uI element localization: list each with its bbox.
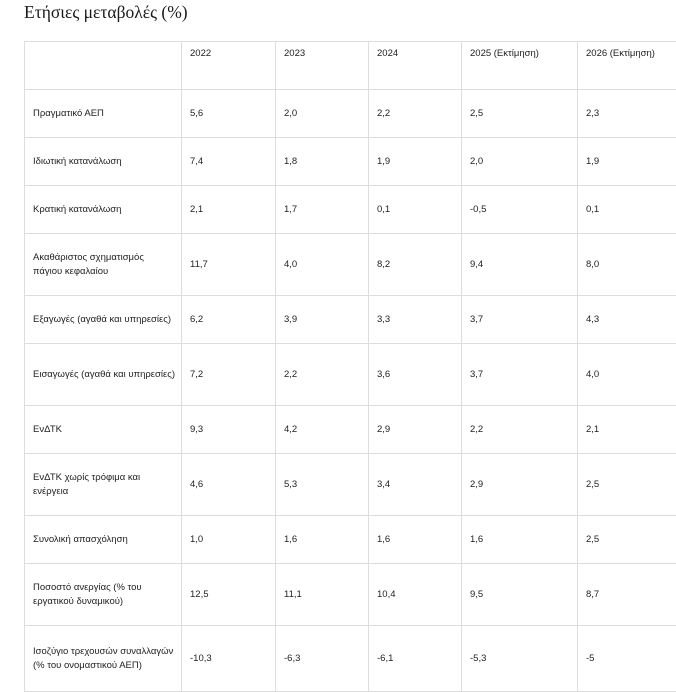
table-cell: 3,6 — [369, 344, 462, 406]
table-cell: 2,5 — [462, 90, 578, 138]
row-label: Ισοζύγιο τρεχουσών συναλλαγών (% του ονομαστικού ΑΕΠ) — [25, 626, 182, 692]
table-cell: 2,2 — [276, 344, 369, 406]
table-cell: 1,0 — [182, 516, 276, 564]
row-label: Ιδιωτική κατανάλωση — [25, 138, 182, 186]
table-row — [25, 90, 676, 138]
table-row — [25, 138, 676, 186]
table-row — [25, 234, 676, 296]
table-cell: 11,1 — [276, 564, 369, 626]
table-cell: 2,9 — [369, 406, 462, 454]
table-cell: 1,7 — [276, 186, 369, 234]
table-cell: 9,5 — [462, 564, 578, 626]
table-cell: 4,0 — [276, 234, 369, 296]
table-cell: 1,6 — [276, 516, 369, 564]
table-cell: 0,1 — [369, 186, 462, 234]
header-cell: 2022 — [182, 42, 276, 90]
row-label: Εξαγωγές (αγαθά και υπηρεσίες) — [25, 296, 182, 344]
table-cell: 2,2 — [369, 90, 462, 138]
table-cell: 4,0 — [578, 344, 676, 406]
table-cell: 3,3 — [369, 296, 462, 344]
table-cell: 2,5 — [578, 454, 676, 516]
table-cell: 1,6 — [462, 516, 578, 564]
table-cell: -6,3 — [276, 626, 369, 692]
table-cell: 12,5 — [182, 564, 276, 626]
table-cell: 2,1 — [182, 186, 276, 234]
table-cell: 9,3 — [182, 406, 276, 454]
table-cell: 2,9 — [462, 454, 578, 516]
table-cell: 4,3 — [578, 296, 676, 344]
row-label: ΕνΔΤΚ — [25, 406, 182, 454]
table-cell: 3,9 — [276, 296, 369, 344]
table-cell: 3,4 — [369, 454, 462, 516]
table-row — [25, 564, 676, 626]
table-cell: 1,9 — [369, 138, 462, 186]
row-label: Κρατική κατανάλωση — [25, 186, 182, 234]
table-row — [25, 186, 676, 234]
table-cell: 2,5 — [578, 516, 676, 564]
row-label: Εισαγωγές (αγαθά και υπηρεσίες) — [25, 344, 182, 406]
header-cell: 2025 (Εκτίμηση) — [462, 42, 578, 90]
data-table — [24, 41, 676, 692]
table-cell: 1,6 — [369, 516, 462, 564]
table-cell: 6,2 — [182, 296, 276, 344]
table-cell: 3,7 — [462, 344, 578, 406]
table-cell: -6,1 — [369, 626, 462, 692]
table-cell: 1,9 — [578, 138, 676, 186]
table-cell: -5,3 — [462, 626, 578, 692]
header-cell: 2026 (Εκτίμηση) — [578, 42, 676, 90]
table-cell: 1,8 — [276, 138, 369, 186]
table-cell: 4,6 — [182, 454, 276, 516]
table-cell: 3,7 — [462, 296, 578, 344]
table-row — [25, 406, 676, 454]
table-cell: 9,4 — [462, 234, 578, 296]
row-label: Πραγματικό ΑΕΠ — [25, 90, 182, 138]
header-cell: 2024 — [369, 42, 462, 90]
table-cell: 7,2 — [182, 344, 276, 406]
page-title: Ετήσιες μεταβολές (%) — [24, 2, 188, 23]
table-row — [25, 454, 676, 516]
table-cell: 11,7 — [182, 234, 276, 296]
table-cell: 5,6 — [182, 90, 276, 138]
table-cell: -0,5 — [462, 186, 578, 234]
table-row — [25, 296, 676, 344]
table-cell: 2,2 — [462, 406, 578, 454]
row-label: Ακαθάριστος σχηματισμός πάγιου κεφαλαίου — [25, 234, 182, 296]
table-cell: 2,1 — [578, 406, 676, 454]
table-header-row — [25, 42, 676, 90]
row-label: Ποσοστό ανεργίας (% του εργατικού δυναμικού) — [25, 564, 182, 626]
table-row — [25, 626, 676, 692]
table-cell: 0,1 — [578, 186, 676, 234]
header-cell — [25, 42, 182, 90]
table-cell: 7,4 — [182, 138, 276, 186]
table-cell: 5,3 — [276, 454, 369, 516]
table-cell: 8,7 — [578, 564, 676, 626]
table-cell: -5 — [578, 626, 676, 692]
table-cell: 2,0 — [462, 138, 578, 186]
table-row — [25, 516, 676, 564]
table-cell: 2,3 — [578, 90, 676, 138]
row-label: Συνολική απασχόληση — [25, 516, 182, 564]
row-label: ΕνΔΤΚ χωρίς τρόφιμα και ενέργεια — [25, 454, 182, 516]
table-cell: -10,3 — [182, 626, 276, 692]
table-cell: 8,0 — [578, 234, 676, 296]
table-cell: 2,0 — [276, 90, 369, 138]
table-cell: 4,2 — [276, 406, 369, 454]
table-cell: 10,4 — [369, 564, 462, 626]
table-cell: 8,2 — [369, 234, 462, 296]
table-row — [25, 344, 676, 406]
header-cell: 2023 — [276, 42, 369, 90]
